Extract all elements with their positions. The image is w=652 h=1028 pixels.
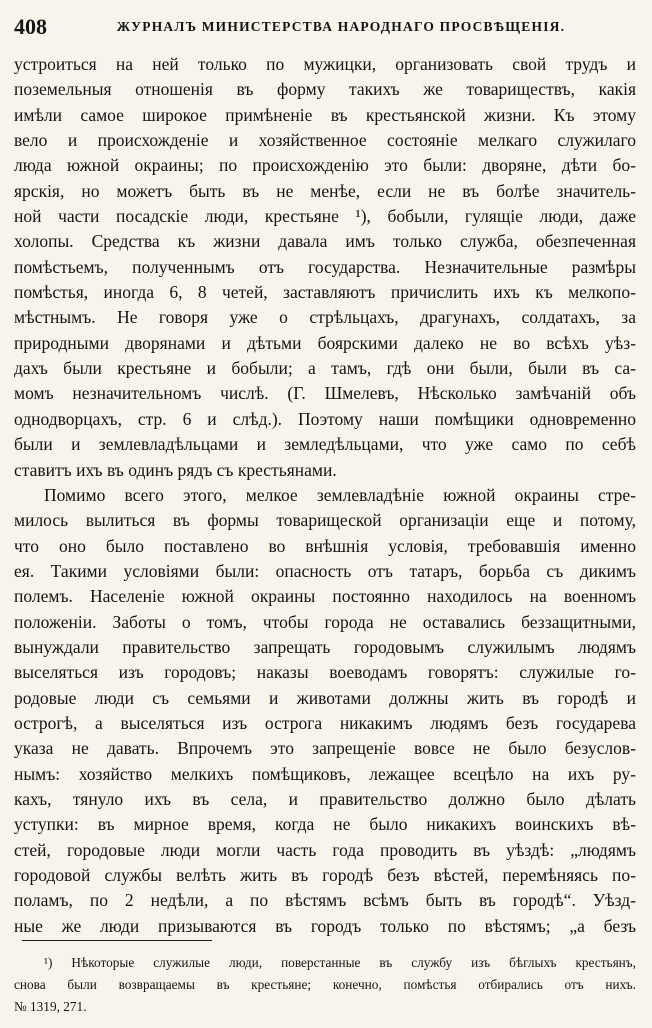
- text-line: ея. Такими условіями были: опасность отъ татаръ, борьба съ дикимъ: [14, 560, 636, 581]
- text-line: выселяться изъ городовъ; наказы воеводамъ говорятъ: служилые го-: [14, 662, 636, 683]
- text-line: стей, городовые люди могли часть года проводить въ уѣздѣ: „людямъ: [14, 839, 636, 860]
- text-line: нымъ: хозяйство мелкихъ помѣщиковъ, лежащее всецѣло на ихъ ру-: [14, 763, 636, 784]
- footnote: [14, 952, 636, 1018]
- text-line: поламъ, по 2 недѣли, а по вѣстямъ всѣмъ быть въ городѣ“. Уѣзд-: [14, 890, 636, 911]
- footnote-line: № 1319, 271.: [14, 999, 87, 1014]
- body-text: [14, 52, 636, 939]
- text-line: вело и происхожденіе и хозяйственное состояніе мелкаго служилаго: [14, 130, 636, 151]
- text-line: люда южной окраины; по происхожденію это были: дворяне, дѣти бо-: [14, 155, 636, 176]
- text-line: острогѣ, а выселяться изъ острога никакимъ людямъ безъ государева: [14, 712, 636, 733]
- text-line: Помимо всего этого, мелкое землевладѣніе южной окраины стре-: [44, 484, 636, 505]
- text-line: ной части посадскіе люди, крестьяне ¹), бобыли, гулящіе люди, даже: [14, 206, 636, 227]
- footnote-line: снова были возвращаемы въ крестьяне; конечно, помѣстья отбирались отъ нихъ.: [14, 977, 636, 992]
- text-line: дахъ были крестьяне и бобыли; а тамъ, гдѣ они были, были въ са-: [14, 358, 636, 379]
- text-line: что оно было поставлено во внѣшнія условія, требовавшія именно: [14, 535, 636, 556]
- text-line: устроиться на ней только по мужицки, организовать свой трудъ и: [14, 54, 636, 74]
- text-line: вынуждали правительство запрещать городовымъ служилымъ людямъ: [14, 636, 636, 657]
- page-number: 408: [14, 14, 47, 39]
- text-line: были и землевладѣльцами и земледѣльцами, что уже само по себѣ: [14, 434, 636, 455]
- text-line: имѣли самое широкое примѣненіе въ крестьянской жизни. Къ этому: [14, 104, 636, 125]
- text-line: милось вылиться въ формы товарищеской организаціи еще и потому,: [14, 510, 636, 531]
- text-line: помѣстья, иногда 6, 8 четей, заставляютъ причислить ихъ къ мелкопо-: [14, 282, 636, 303]
- text-line: ные же люди призываются въ городъ только по вѣстямъ; „а безъ: [14, 915, 636, 936]
- text-line: мѣстнымъ. Не говоря уже о стрѣльцахъ, драгунахъ, солдатахъ, за: [14, 307, 636, 328]
- footnote-divider: [22, 940, 212, 941]
- text-line: холопы. Средства къ жизни давала имъ только служба, обезпеченная: [14, 231, 636, 252]
- paragraph: [14, 52, 636, 483]
- text-line: указа не давать. Впрочемъ это запрещеніе вовсе не было безуслов-: [14, 738, 636, 759]
- paragraph: [14, 483, 636, 939]
- text-line: помѣстьемъ, полученнымъ отъ государства. Незначительные размѣры: [14, 256, 636, 277]
- text-line: поземельныя отношенія въ форму такихъ же товариществъ, какія: [14, 79, 636, 100]
- text-line: момъ незначительномъ числѣ. (Г. Шмелевъ, Нѣсколько замѣчаній объ: [14, 383, 636, 404]
- text-line: однодворцахъ, стр. 6 и слѣд.). Поэтому наши помѣщики одновременно: [14, 408, 636, 429]
- text-line: положеніи. Заботы о томъ, чтобы города не оставались беззащитными,: [14, 611, 636, 632]
- page-header: [14, 12, 638, 42]
- text-line: ставитъ ихъ въ одинъ рядъ съ крестьянами.: [14, 459, 337, 480]
- text-line: полемъ. Населеніе южной окраины постоянно находилось на военномъ: [14, 586, 636, 607]
- text-line: природными дворянами и дѣтьми боярскими далеко не во всѣхъ уѣз-: [14, 332, 636, 353]
- running-head: ЖУРНАЛЪ МИНИСТЕРСТВА НАРОДНАГО ПРОСВѢЩЕНІЯ.: [116, 19, 566, 34]
- text-line: ярскія, но можетъ быть въ не менѣе, если не въ болѣе значитель-: [14, 180, 636, 201]
- text-line: городовой службы велѣть жить въ городѣ безъ вѣстей, перемѣняясь по-: [14, 865, 636, 885]
- text-line: родовые люди съ семьями и животами должны жить въ городѣ и: [14, 687, 636, 708]
- text-line: уступки: въ мирное время, когда не было никакихъ воинскихъ вѣ-: [14, 814, 636, 835]
- text-line: кахъ, тянуло ихъ въ села, и правительство должно было дѣлать: [14, 788, 636, 809]
- footnote-line: ¹) Нѣкоторые служилые люди, поверстанные въ службу изъ бѣглыхъ крестьянъ,: [44, 955, 636, 970]
